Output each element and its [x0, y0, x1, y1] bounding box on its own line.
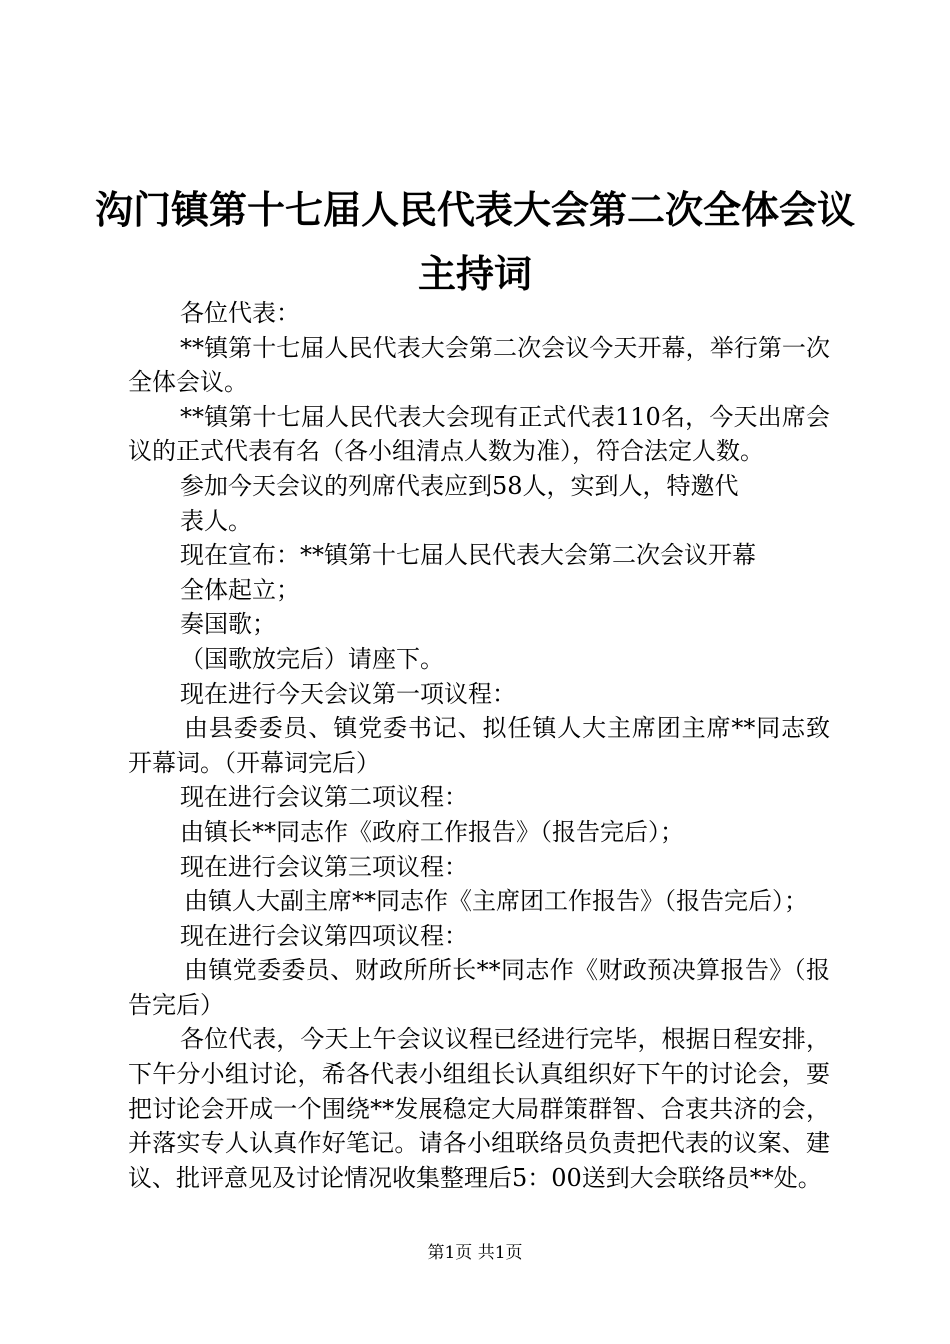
paragraph-agenda-1-heading: 现在进行今天会议第一项议程： — [180, 679, 516, 708]
paragraph-sit-down: （国歌放完后）请座下。 — [180, 644, 444, 673]
paragraph-greeting: 各位代表： — [180, 299, 300, 327]
paragraph-agenda-1-content: 由县委委员、镇党委书记、拟任镇人大主席团主席**同志致开幕词。（开幕词完后） — [128, 714, 830, 777]
paragraph-opening: **镇第十七届人民代表大会第二次会议今天开幕，举行第一次全体会议。 — [128, 333, 830, 397]
document-title-line2: 主持词 — [417, 251, 532, 296]
paragraph-invited: 表人。 — [180, 506, 252, 535]
paragraph-agenda-2-content: 由镇长**同志作《政府工作报告》（报告完后）； — [180, 817, 684, 846]
paragraph-stand: 全体起立； — [180, 575, 300, 604]
paragraph-agenda-4-heading: 现在进行会议第四项议程： — [180, 921, 468, 950]
paragraph-agenda-3-content: 由镇人大副主席**同志作《主席团工作报告》（报告完后）； — [184, 887, 808, 916]
paragraph-agenda-4-content: 由镇党委委员、财政所所长**同志作《财政预决算报告》（报告完后） — [128, 956, 830, 1019]
page-footer: 第1页 共1页 — [427, 1243, 523, 1263]
paragraph-nonvoting-delegates: 参加今天会议的列席代表应到58人，实到人，特邀代 — [180, 471, 739, 500]
paragraph-agenda-3-heading: 现在进行会议第三项议程： — [180, 852, 468, 881]
paragraph-attendance: **镇第十七届人民代表大会现有正式代表110名，今天出席会议的正式代表有名（各小组清点人数为准），符合法定人数。 — [128, 402, 830, 466]
paragraph-anthem: 奏国歌； — [180, 610, 276, 639]
paragraph-closing: 各位代表，今天上午会议议程已经进行完毕，根据日程安排，下午分小组讨论，希各代表小组组长认真组织好下午的讨论会，要把讨论会开成一个围绕**发展稳定大局群策群智、合衷共济的会，并落实专人认真作好笔记。请各小组联络员负责把代表的议案、建议、批评意见及讨论情况收集整理后5：00送到大会联络员**处。 — [128, 1025, 830, 1192]
paragraph-announcement: 现在宣布：**镇第十七届人民代表大会第二次会议开幕 — [180, 541, 756, 570]
document-title-line1: 沟门镇第十七届人民代表大会第二次全体会议 — [94, 187, 855, 232]
document-body — [128, 296, 830, 1195]
paragraph-agenda-2-heading: 现在进行会议第二项议程： — [180, 783, 468, 812]
